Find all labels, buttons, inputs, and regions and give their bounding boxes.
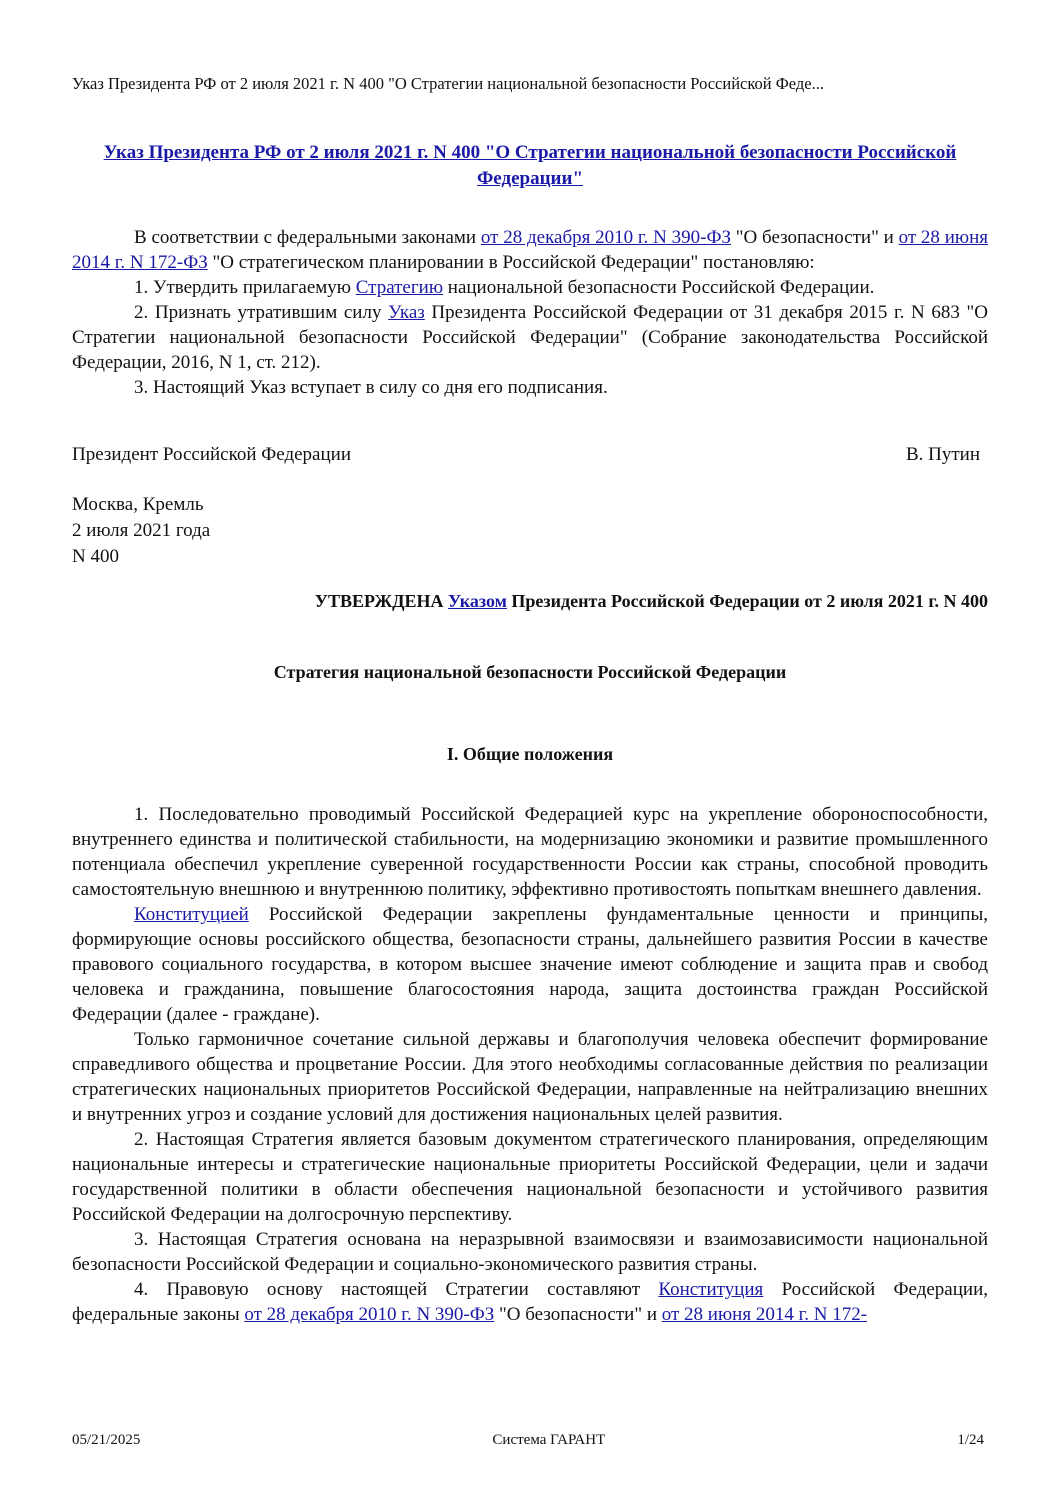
approved-text: Президента Российской Федерации от 2 июля 2021 г. N 400: [506, 591, 988, 611]
item-1: [72, 275, 988, 300]
item-text: 2. Признать утратившим силу: [134, 302, 389, 323]
place-date-block: [72, 492, 210, 570]
paragraph: 2. Настоящая Стратегия является базовым документом стратегического планирования, определяющим национальные интересы и стратегические национальные приоритеты Российской Федерации, цели и задачи государственной политики в области обеспечения национальной безопасности и устойчивого развития Российской Федерации на долгосрочную перспективу.: [72, 1129, 988, 1225]
item-3: 3. Настоящий Указ вступает в силу со дня его подписания.: [134, 377, 608, 398]
place-city: Москва, Кремль: [72, 494, 204, 515]
footer-date: 05/21/2025: [72, 1432, 141, 1448]
decree-number: N 400: [72, 546, 119, 567]
paragraph: 3. Настоящая Стратегия основана на неразрывной взаимосвязи и взаимозависимости национальной безопасности Российской Федерации и социально-экономического развития страны.: [72, 1229, 988, 1275]
paragraph: 1. Последовательно проводимый Российской Федерацией курс на укрепление обороноспособности, внутреннего единства и политической стабильности, на модернизацию экономики и развитие промышленного потенциала обеспечил укрепление суверенной государственности России как страны, способной проводить самостоятельную внешнюю и внутреннюю политику, эффективно противостоять попыткам внешнего давления.: [72, 804, 988, 900]
decree-approved-link[interactable]: Указом: [448, 591, 507, 611]
strategy-link[interactable]: Стратегию: [355, 277, 444, 298]
signature-position: Президент Российской Федерации: [72, 444, 351, 465]
law-172-link[interactable]: от 28 июня 2014 г. N 172-ФЗ: [72, 227, 988, 273]
preamble: [72, 225, 988, 275]
item-text: национальной безопасности Российской Федерации.: [443, 277, 875, 298]
paragraph: [72, 902, 988, 1027]
paragraph-text: 4. Правовую основу настоящей Стратегии составляют: [134, 1279, 659, 1300]
section-title: I. Общие положения: [446, 744, 614, 764]
place-date: 2 июля 2021 года: [72, 520, 211, 541]
signature-name: В. Путин: [905, 444, 980, 465]
signature-row: [72, 444, 980, 466]
preamble-text: "О безопасности" и: [730, 227, 899, 248]
constitution-link-2[interactable]: Конституция: [658, 1279, 764, 1300]
decree-link[interactable]: Указ: [388, 302, 425, 323]
item-2: [72, 300, 988, 375]
document-title-link[interactable]: Указ Президента РФ от 2 июля 2021 г. N 400 "О Стратегии национальной безопасности Российской Федерации": [103, 142, 957, 189]
approved-line: [72, 591, 988, 612]
item-text: Президента Российской Федерации от 31 декабря 2015 г. N 683 "О Стратегии национальной безопасности Российской Федерации" (Собрание законодательства Российской Федерации, 2016, N 1, ст. 212).: [72, 302, 989, 373]
constitution-link[interactable]: Конституцией: [134, 904, 249, 925]
approved-text: УТВЕРЖДЕНА: [314, 591, 449, 611]
paragraph-text: Российской Федерации закреплены фундаментальные ценности и принципы, формирующие основы российского общества, безопасности страны, дальнейшего развития России в качестве правового социального государства, в котором высшее значение имеют соблюдение и защита прав и свобод человека и гражданина, повышение благосостояния народа, защита достоинства граждан Российской Федерации (далее - граждане).: [72, 904, 988, 1025]
page-footer: [72, 1432, 984, 1449]
paragraph: [72, 1277, 988, 1327]
running-header: Указ Президента РФ от 2 июля 2021 г. N 400 "О Стратегии национальной безопасности Российской Феде...: [72, 74, 824, 93]
paragraph: Только гармоничное сочетание сильной державы и благополучия человека обеспечит формирование справедливого общества и процветание России. Для этого необходимы согласованные действия по реализации стратегических национальных приоритетов Российской Федерации, направленные на нейтрализацию внешних и внутренних угроз и создание условий для достижения национальных целей развития.: [72, 1029, 988, 1125]
paragraph-text: "О безопасности" и: [494, 1304, 662, 1325]
strategy-title: Стратегия национальной безопасности Российской Федерации: [273, 662, 787, 682]
law-172-link-2[interactable]: от 28 июня 2014 г. N 172-: [661, 1304, 868, 1325]
item-text: 1. Утвердить прилагаемую: [134, 277, 356, 298]
body-block: [72, 802, 988, 1327]
preamble-block: [72, 225, 988, 400]
paragraph-text: Российской Федерации, федеральные законы: [72, 1279, 988, 1325]
footer-page-number: 1/24: [957, 1432, 984, 1448]
document-title: [72, 140, 988, 192]
footer-system: Система ГАРАНТ: [492, 1432, 606, 1448]
preamble-text: В соответствии с федеральными законами: [134, 227, 481, 248]
law-390-link[interactable]: от 28 декабря 2010 г. N 390-ФЗ: [480, 227, 731, 248]
law-390-link-2[interactable]: от 28 декабря 2010 г. N 390-ФЗ: [244, 1304, 495, 1325]
preamble-text: "О стратегическом планировании в Российской Федерации" постановляю:: [207, 252, 815, 273]
